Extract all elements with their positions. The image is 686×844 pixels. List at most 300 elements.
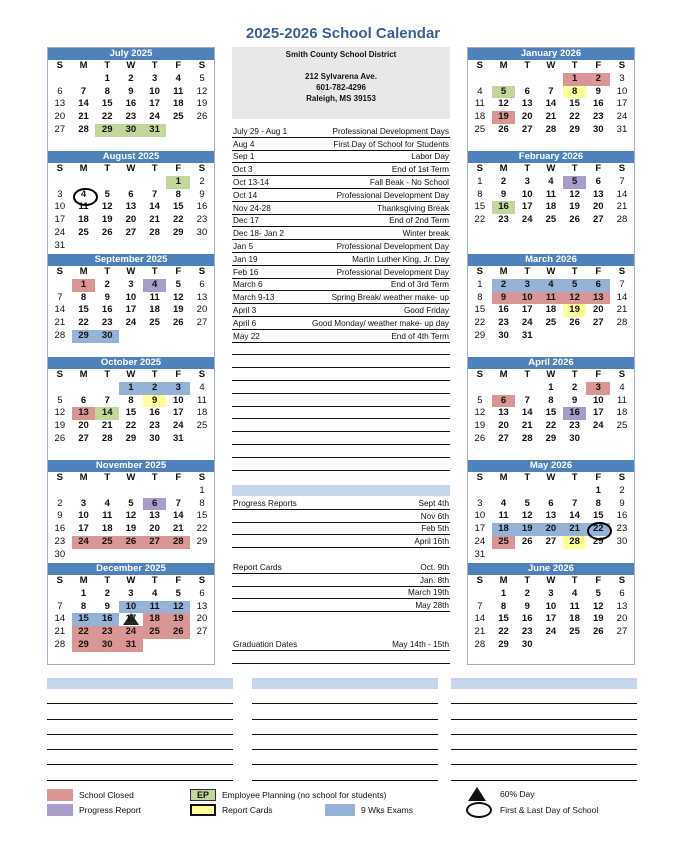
month-block [468,460,634,563]
day-cell: 2 [586,73,610,86]
weekday-header: M [499,575,508,586]
list-row [232,561,450,574]
notes-column-2 [252,678,438,781]
weekday-header: T [151,60,158,71]
day-cell: 16 [101,304,113,316]
day-cell: 4 [72,189,96,202]
day-cell: 25 [616,420,628,432]
day-cell: 6 [492,395,516,408]
month-block [468,254,634,357]
event-description: End of 3rd Term [390,280,449,290]
day-cell: 4 [143,279,167,292]
event-date: March 9-13 [233,293,275,303]
day-cell: 3 [524,175,530,187]
note-line [252,750,438,765]
day-cell: 1 [595,484,601,496]
weekday-header: T [151,266,158,277]
empty-day [166,485,190,498]
day-cell: 9 [128,85,134,97]
day-cell: 12 [101,201,113,213]
day-cell: 6 [57,85,63,97]
day-cell: 29 [474,329,486,341]
district-box [232,47,450,119]
day-cell: 13 [72,407,96,420]
list-row [232,587,450,600]
day-cell: 12 [166,601,190,614]
day-cell: 1 [119,382,143,395]
blank-line [232,343,450,356]
day-cell: 27 [196,626,208,638]
day-cell: 20 [592,304,604,316]
day-cell: 31 [172,432,184,444]
day-cell: 1 [548,381,554,393]
note-line [451,750,637,765]
weekday-header: W [546,266,556,277]
day-cell: 8 [175,188,181,200]
day-cell: 5 [104,188,110,200]
event-description: Professional Development Day [336,267,449,277]
empty-day [515,382,539,395]
month-grid [48,60,214,137]
day-cell: 13 [521,98,533,110]
weekday-header: S [198,369,206,380]
day-cell: 14 [569,510,580,522]
month-grid [468,60,634,137]
day-cell: 28 [166,536,190,549]
day-cell: 13 [586,292,610,305]
closed-swatch [47,789,73,801]
day-cell: 6 [128,188,134,200]
weekday-header: S [476,369,484,380]
weekday-header: F [175,266,182,277]
list-label: Report Cards [233,562,282,572]
day-cell: 4 [500,497,507,509]
day-cell: 9 [500,188,507,200]
day-cell: 27 [125,226,137,238]
list-date: May 28th [415,601,449,611]
day-cell: 1 [500,587,507,599]
progress-header-bar [232,485,450,496]
day-cell: 13 [125,201,137,213]
legend-closed-label: School Closed [79,790,134,800]
calendar-column-spring [467,47,635,665]
day-cell: 29 [172,226,184,238]
day-cell: 19 [54,420,66,432]
oval-icon [466,802,492,818]
day-cell: 10 [119,601,143,614]
day-cell: 26 [101,226,113,238]
day-cell: 5 [492,86,516,99]
day-cell: 9 [143,395,167,408]
progress-reports-list [232,497,450,548]
list-row [232,510,450,523]
district-city: Raleigh, MS 39153 [306,94,376,103]
day-cell: 24 [119,626,143,639]
weekday-header: S [476,266,484,277]
day-cell: 28 [563,536,587,549]
day-cell: 8 [128,394,134,406]
weekday-header: M [79,575,88,586]
day-cell: 30 [95,330,119,343]
day-cell: 13 [592,188,604,200]
note-line [451,765,637,780]
day-cell: 30 [592,123,604,135]
day-cell: 2 [104,587,110,599]
empty-day [468,73,492,86]
day-cell: 13 [196,291,208,303]
empty-day [48,382,72,395]
empty-day [48,73,72,86]
day-cell: 26 [119,536,143,549]
day-cell: 24 [72,536,96,549]
legend-ep-label: Employee Planning (no school for students) [222,790,387,800]
weekday-header: T [104,472,111,483]
event-date: Oct 3 [233,165,253,175]
day-cell: 21 [172,523,184,535]
day-cell: 25 [149,317,160,329]
month-grid [468,472,634,562]
day-cell: 12 [54,407,66,419]
day-cell: 18 [474,111,486,123]
empty-day [563,485,587,498]
day-cell: 29 [95,124,119,137]
day-cell: 22 [72,626,96,639]
district-address: 212 Sylvarena Ave. [305,72,377,81]
month-block [48,357,214,460]
weekday-header: T [524,369,531,380]
day-cell: 11 [617,394,627,406]
weekday-header: F [595,472,602,483]
day-cell: 7 [571,497,578,509]
day-cell: 25 [196,420,208,432]
day-cell: 17 [616,98,628,110]
month-block [468,563,634,666]
district-name: Smith County School District [285,50,397,59]
weekday-header: W [126,266,136,277]
list-row [232,523,450,536]
event-date: July 29 - Aug 1 [233,126,288,136]
day-cell: 3 [548,587,554,599]
day-cell: 3 [57,188,63,200]
day-cell: 21 [545,111,557,123]
triangle-icon [468,787,486,801]
day-cell: 29 [569,123,580,135]
empty-day [119,176,143,189]
day-cell: 25 [545,214,557,226]
blank-line [232,445,450,458]
blank-line [232,355,450,368]
day-cell: 6 [80,394,87,406]
day-cell: 11 [78,201,89,213]
month-grid [468,369,634,446]
day-cell: 26 [54,432,66,444]
day-cell: 2 [500,175,507,187]
day-cell: 23 [569,420,580,432]
day-cell: 14 [54,613,66,625]
day-cell: 23 [125,111,137,123]
event-description: Professional Development Days [332,126,449,136]
weekday-header: S [618,575,626,586]
day-cell: 1 [72,279,96,292]
day-cell: 22 [474,214,486,226]
day-cell: 6 [619,587,625,599]
day-cell: 26 [196,111,208,123]
day-cell: 21 [54,317,66,329]
weekday-header: T [571,60,578,71]
event-row [232,125,450,138]
day-cell: 19 [166,613,190,626]
day-cell: 20 [616,613,628,625]
day-cell: 18 [101,523,113,535]
empty-day [515,485,539,498]
weekday-header: W [546,60,556,71]
day-cell: 10 [616,85,628,97]
day-cell: 30 [498,329,509,341]
day-cell: 21 [54,626,66,638]
day-cell: 24 [521,317,533,329]
day-cell: 6 [586,279,610,292]
day-cell: 12 [521,510,533,522]
note-line [451,704,637,719]
list-date: May 14th - 15th [392,639,449,649]
weekday-header: M [499,472,508,483]
month-header: March 2026 [468,254,634,266]
event-date: Jan 5 [233,241,254,251]
empty-day [492,73,516,86]
weekday-header: W [126,369,136,380]
month-header: February 2026 [468,151,634,163]
day-cell: 6 [548,497,554,509]
month-block [468,151,634,254]
day-cell: 28 [474,638,486,650]
day-cell: 13 [498,407,509,419]
weekday-header: S [56,60,64,71]
weekday-header: S [198,266,206,277]
weekday-header: F [175,163,182,174]
day-cell: 24 [125,317,137,329]
day-cell: 14 [54,304,66,316]
weekday-header: F [595,60,602,71]
day-cell: 19 [569,201,580,213]
empty-day [48,485,72,498]
weekday-header: T [104,163,111,174]
weekday-header: M [499,60,508,71]
day-cell: 20 [521,111,533,123]
weekday-header: T [571,575,578,586]
day-cell: 16 [196,201,208,213]
empty-day [468,485,492,498]
day-cell: 22 [125,420,137,432]
list-date: Sept 4th [418,498,449,508]
day-cell: 4 [104,497,110,509]
day-cell: 17 [545,613,557,625]
month-header: October 2025 [48,357,214,369]
day-cell: 11 [569,600,580,612]
day-cell: 28 [616,317,628,329]
list-date: Nov 6th [420,511,449,521]
event-row [232,138,450,151]
day-cell: 23 [54,535,66,547]
day-cell: 30 [569,432,580,444]
day-cell: 13 [149,510,160,522]
day-cell: 15 [72,613,96,626]
day-cell: 22 [78,317,89,329]
weekday-header: W [546,575,556,586]
list-row [232,574,450,587]
day-cell: 29 [196,535,208,547]
event-date: Nov 24-28 [233,203,271,213]
weekday-header: T [151,575,158,586]
day-cell: 6 [143,498,167,511]
day-cell: 20 [196,304,208,316]
day-cell: 19 [101,214,113,226]
weekday-header: S [476,472,484,483]
weekday-header: F [595,369,602,380]
day-cell: 10 [54,201,66,213]
empty-day [72,485,96,498]
day-cell: 31 [54,239,66,251]
day-cell: 29 [72,639,96,652]
day-cell: 4 [548,175,554,187]
day-cell: 31 [521,329,533,341]
note-line [252,765,438,780]
day-cell: 4 [571,587,578,599]
empty-day [72,382,96,395]
list-label: Progress Reports [233,498,297,508]
legend-progress-label: Progress Report [79,805,141,815]
month-grid [468,266,634,343]
day-cell: 24 [172,420,184,432]
note-line [47,704,233,719]
day-cell: 17 [592,407,604,419]
day-cell: 17 [521,304,533,316]
event-date: Oct 13-14 [233,177,269,187]
day-cell: 23 [498,317,509,329]
day-cell: 15 [592,510,604,522]
day-cell: 27 [592,214,604,226]
day-cell: 29 [125,432,137,444]
day-cell: 22 [474,317,486,329]
day-cell: 1 [104,72,110,84]
weekday-header: S [618,369,626,380]
day-cell: 10 [149,85,160,97]
legend-closed [47,789,134,801]
day-cell: 11 [102,510,113,522]
weekday-header: S [198,575,206,586]
legend-progress [47,804,141,816]
day-cell: 27 [78,432,89,444]
day-cell: 10 [515,292,539,305]
day-cell: 20 [539,523,563,536]
month-grid [468,575,634,652]
event-row [232,202,450,215]
empty-day [468,382,492,395]
day-cell: 3 [515,279,539,292]
day-cell: 18 [78,214,89,226]
event-date: April 6 [233,318,257,328]
day-cell: 21 [616,304,628,316]
event-row [232,189,450,202]
day-cell: 18 [172,98,184,110]
day-cell: 14 [616,188,628,200]
day-cell: 10 [125,291,137,303]
day-cell: 27 [521,123,533,135]
day-cell: 2 [524,587,530,599]
month-header: May 2026 [468,460,634,472]
day-cell: 1 [477,175,483,187]
event-description: Professional Development Day [336,190,449,200]
event-description: End of 2nd Term [389,216,449,226]
day-cell: 13 [616,600,628,612]
empty-day [492,382,516,395]
event-row [232,291,450,304]
day-cell: 8 [595,497,601,509]
day-cell: 11 [143,601,167,614]
empty-day [515,73,539,86]
empty-day [48,176,72,189]
day-cell: 24 [592,420,604,432]
day-cell: 19 [196,98,208,110]
event-date: April 3 [233,305,257,315]
day-cell: 7 [57,291,63,303]
empty-day [48,588,72,601]
legend-ep [190,789,386,801]
day-cell: 17 [78,523,89,535]
day-cell: 27 [498,432,509,444]
weekday-header: S [198,60,206,71]
weekday-header: S [198,163,206,174]
day-cell: 14 [521,407,533,419]
weekday-header: M [499,266,508,277]
day-cell: 11 [545,188,556,200]
day-cell: 17 [172,407,184,419]
event-date: March 6 [233,280,263,290]
legend-first-last-label: First & Last Day of School [500,805,599,815]
month-header: August 2025 [48,151,214,163]
day-cell: 27 [143,536,167,549]
day-cell: 28 [78,123,89,135]
day-cell: 16 [521,613,533,625]
day-cell: 21 [101,420,113,432]
event-description: Spring Break/ weather make- up [331,293,449,303]
day-cell: 22 [498,626,509,638]
day-cell: 15 [101,98,113,110]
day-cell: 18 [545,201,557,213]
day-cell: 19 [172,304,184,316]
day-cell: 6 [199,278,205,290]
legend-sixty [468,787,535,801]
weekday-header: M [499,163,508,174]
day-cell: 4 [175,72,181,84]
day-cell: 1 [80,587,87,599]
event-row [232,279,450,292]
day-cell: 17 [54,214,66,226]
day-cell: 19 [592,613,604,625]
day-cell: 18 [616,407,628,419]
blank-line [232,651,450,664]
blank-line [232,381,450,394]
legend [0,785,686,825]
event-row [232,266,450,279]
day-cell: 27 [196,317,208,329]
day-cell: 12 [125,510,137,522]
day-cell: 22 [586,523,610,536]
event-date: Oct 14 [233,190,258,200]
weekday-header: W [126,575,136,586]
day-cell: 2 [143,382,167,395]
exam-swatch [325,804,355,816]
month-header: July 2025 [48,48,214,60]
